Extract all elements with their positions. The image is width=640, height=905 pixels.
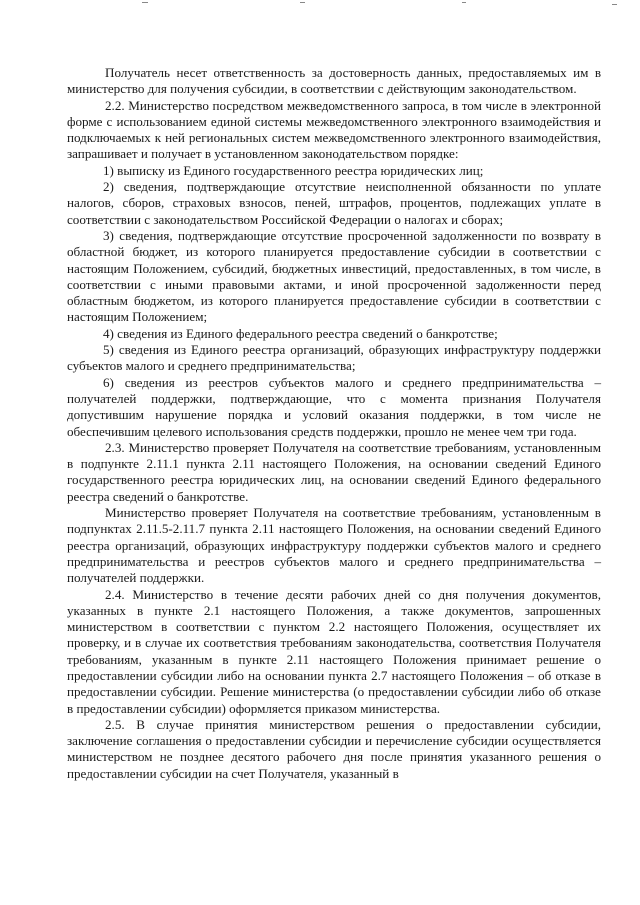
list-item-4: 4) сведения из Единого федерального реестра сведений о банкротстве; [103,325,498,341]
list-item-6: 6) сведения из реестров субъектов малого и среднего предпринимательства – получателей поддержки, подтверждающие, что с момента признания Получателя допустившим нарушение порядка и условий оказания поддержки, в том числе не обеспечившим целевого использования средств поддержки, прошло не менее чем три года. [67,374,601,439]
list-item-1: 1) выписку из Единого государственного реестра юридических лиц; [103,162,484,178]
paragraph-2-3-continued: Министерство проверяет Получателя на соответствие требованиям, установленным в подпунктах 2.11.5-2.11.7 пункта 2.11 настоящего Положения, на основании сведений Единого реестра организаций, образующих инфраструктуру поддержки субъектов малого и среднего предпринимательства и реестров субъектов малого и среднего предпринимательства – получателей поддержки. [67,505,601,586]
list-item-5: 5) сведения из Единого реестра организаций, образующих инфраструктуру поддержки субъектов малого и среднего предпринимательства; [67,342,601,374]
paragraph-2-4: 2.4. Министерство в течение десяти рабочих дней со дня получения документов, указанных в пункте 2.1 настоящего Положения, а также документов, запрошенных министерством в соответствии с пунктом 2.2 настоящего Положения, осуществляет их проверку, и в случае их соответствия требованиям законодательства, соответствия Получателя требованиям, указанным в пункте 2.11 настоящего Положения принимает решение о предоставлении субсидии либо на основании пункта 2.7 настоящего Положения – об отказе в предоставлении субсидии. Решение министерства (о предоставлении субсидии либо об отказе в предоставлении субсидии) оформляется приказом министерства. [67,586,601,716]
paragraph-2-2: 2.2. Министерство посредством межведомственного запроса, в том числе в электронной форме с использованием единой системы межведомственного электронного взаимодействия и подключаемых к ней региональных систем межведомственного электронного взаимодействия, запрашивает и получает в установленном законодательством порядке: [67,97,601,162]
list-item-2: 2) сведения, подтверждающие отсутствие неисполненной обязанности по уплате налогов, сборов, страховых взносов, пеней, штрафов, процентов, подлежащих уплате в соответствии с законодательством Российской Федерации о налогах и сборах; [67,179,601,227]
paragraph-2-5: 2.5. В случае принятия министерством решения о предоставлении субсидии, заключение соглашения о предоставлении субсидии и перечисление субсидии осуществляется министерством не позднее десятого рабочего дня после принятия указанного решения о предоставлении субсидии на счет Получателя, указанный в [67,716,601,781]
list-item-3: 3) сведения, подтверждающие отсутствие просроченной задолженности по возврату в областной бюджет, из которого планируется предоставление субсидии в соответствии с настоящим Положением, субсидий, бюджетных инвестиций, предоставленных, в том числе, в соответствии с иными правовыми актами, и иной просроченной задолженности перед областным бюджетом, из которого планируется предоставление субсидии в соответствии с настоящим Положением; [67,227,601,325]
paragraph-2-3: 2.3. Министерство проверяет Получателя на соответствие требованиям, установленным в подпункте 2.11.1 пункта 2.11 настоящего Положения, на основании сведений Единого государственного реестра юридических лиц, на основании сведений Единого федерального реестра сведений о банкротстве. [67,439,601,504]
document-body [67,65,601,782]
scan-artifacts [0,2,640,8]
paragraph-responsibility: Получатель несет ответственность за достоверность данных, предоставляемых им в министерство для получения субсидии, в соответствии с действующим законодательством. [67,65,601,97]
